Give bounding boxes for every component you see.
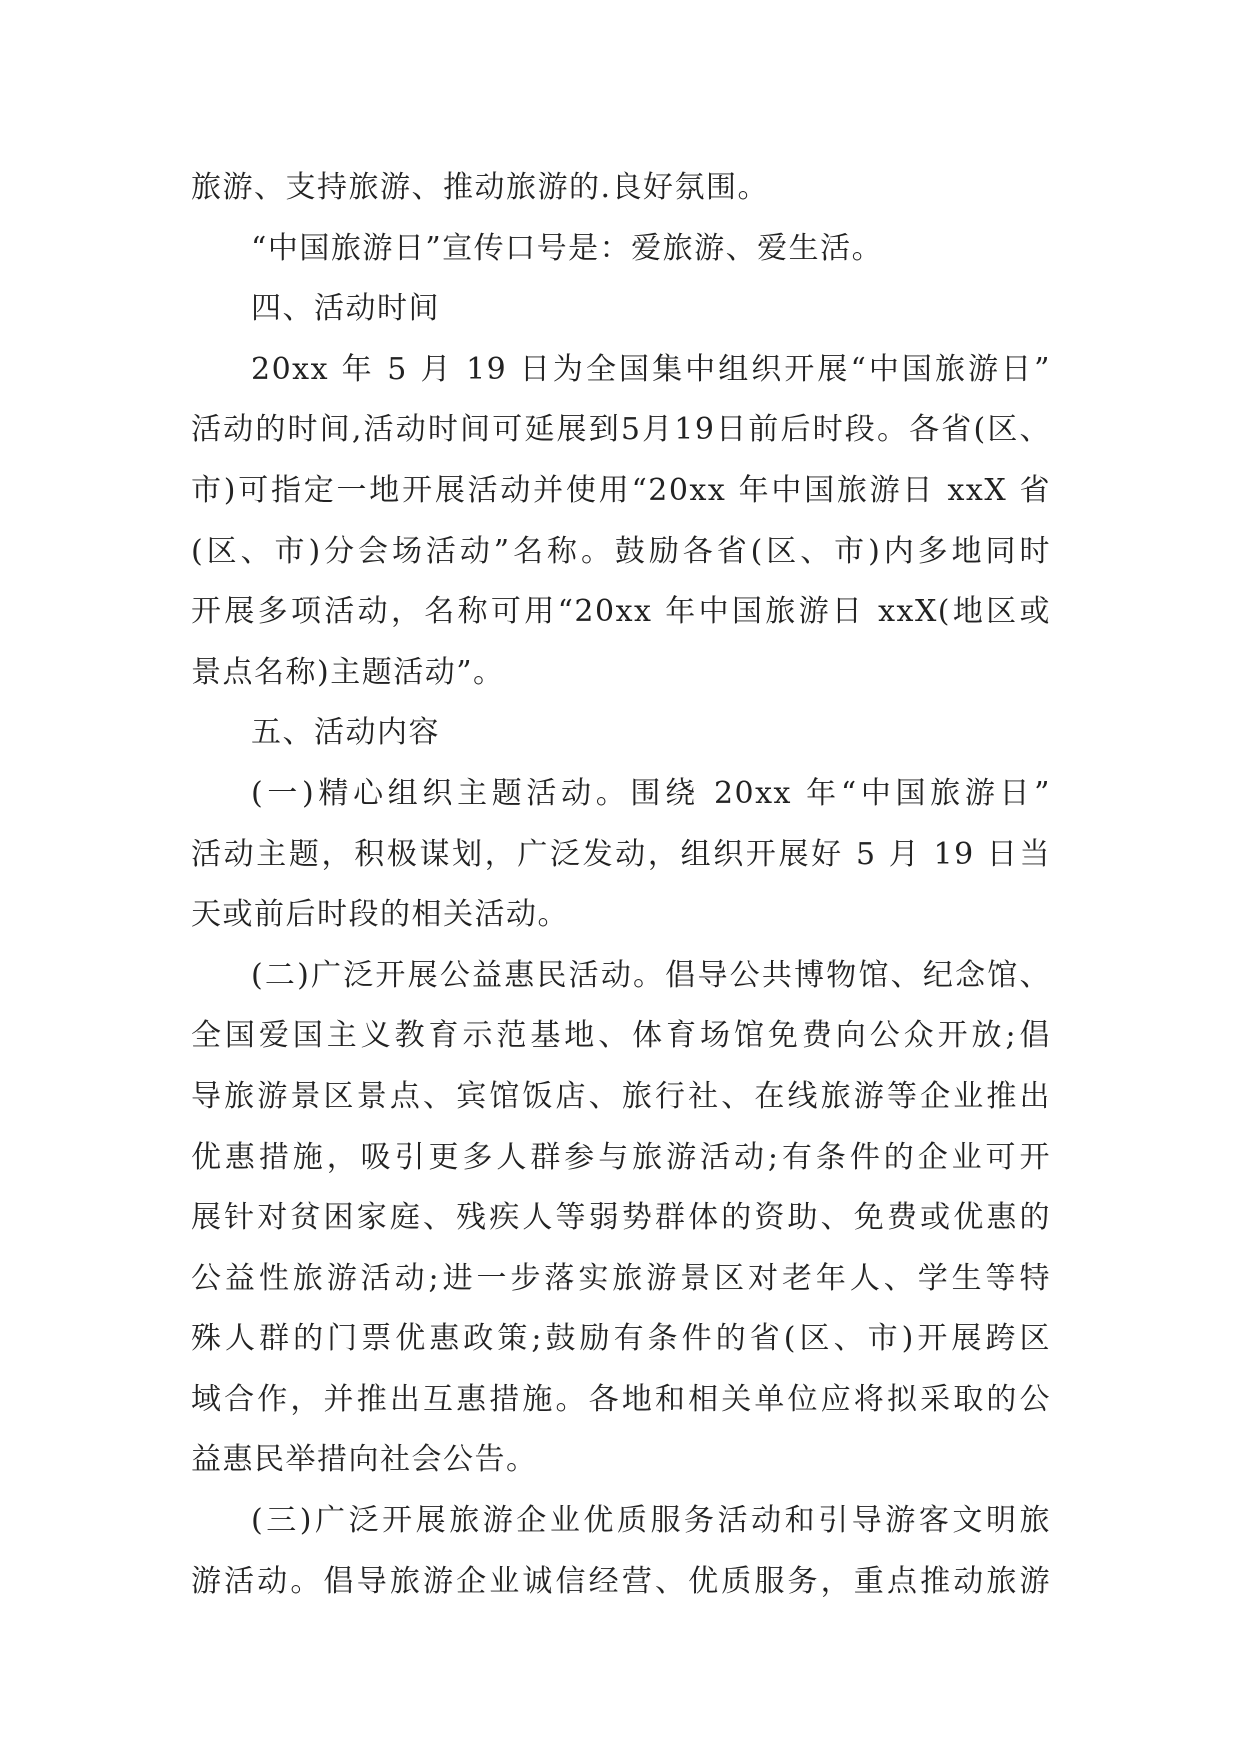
paragraph-line: 开展多项活动，名称可用“20xx 年中国旅游日 xxX(地区或 (191, 594, 1051, 630)
paragraph-line: (一)精心组织主题活动。围绕 20xx 年“中国旅游日” (251, 775, 1051, 811)
paragraph-line: 游活动。倡导旅游企业诚信经营、优质服务，重点推动旅游 (191, 1563, 1051, 1599)
paragraph-line: 活动主题，积极谋划，广泛发动，组织开展好 5 月 19 日当 (191, 836, 1051, 872)
paragraph-line: 活动的时间,活动时间可延展到5月19日前后时段。各省(区、 (191, 412, 1051, 448)
paragraph-line: “中国旅游日”宣传口号是：爱旅游、爱生活。 (251, 230, 884, 266)
paragraph-line: 公益性旅游活动;进一步落实旅游景区对老年人、学生等特 (191, 1260, 1051, 1296)
paragraph-line: 市)可指定一地开展活动并使用“20xx 年中国旅游日 xxX 省 (191, 472, 1051, 508)
paragraph-line: 全国爱国主义教育示范基地、体育场馆免费向公众开放;倡 (191, 1018, 1051, 1054)
paragraph-line: 景点名称)主题活动”。 (191, 654, 505, 690)
section-heading: 四、活动时间 (251, 291, 440, 327)
paragraph-line: 益惠民举措向社会公告。 (191, 1442, 538, 1478)
paragraph-line: (三)广泛开展旅游企业优质服务活动和引导游客文明旅 (251, 1503, 1051, 1539)
paragraph-line: 旅游、支持旅游、推动旅游的.良好氛围。 (191, 170, 770, 205)
paragraph-line: (二)广泛开展公益惠民活动。倡导公共博物馆、纪念馆、 (251, 957, 1051, 993)
paragraph-line: 优惠措施，吸引更多人群参与旅游活动;有条件的企业可开 (191, 1139, 1051, 1175)
paragraph-line: 导旅游景区景点、宾馆饭店、旅行社、在线旅游等企业推出 (191, 1078, 1051, 1114)
paragraph-line: 域合作，并推出互惠措施。各地和相关单位应将拟采取的公 (191, 1381, 1051, 1417)
section-heading: 五、活动内容 (251, 715, 440, 751)
document-body (191, 158, 1051, 1612)
paragraph-line: (区、市)分会场活动”名称。鼓励各省(区、市)内多地同时 (191, 533, 1051, 569)
paragraph-line: 天或前后时段的相关活动。 (191, 897, 569, 933)
paragraph-line: 殊人群的门票优惠政策;鼓励有条件的省(区、市)开展跨区 (191, 1321, 1051, 1357)
paragraph-line: 20xx 年 5 月 19 日为全国集中组织开展“中国旅游日” (251, 351, 1051, 387)
paragraph-line: 展针对贫困家庭、残疾人等弱势群体的资助、免费或优惠的 (191, 1200, 1051, 1236)
